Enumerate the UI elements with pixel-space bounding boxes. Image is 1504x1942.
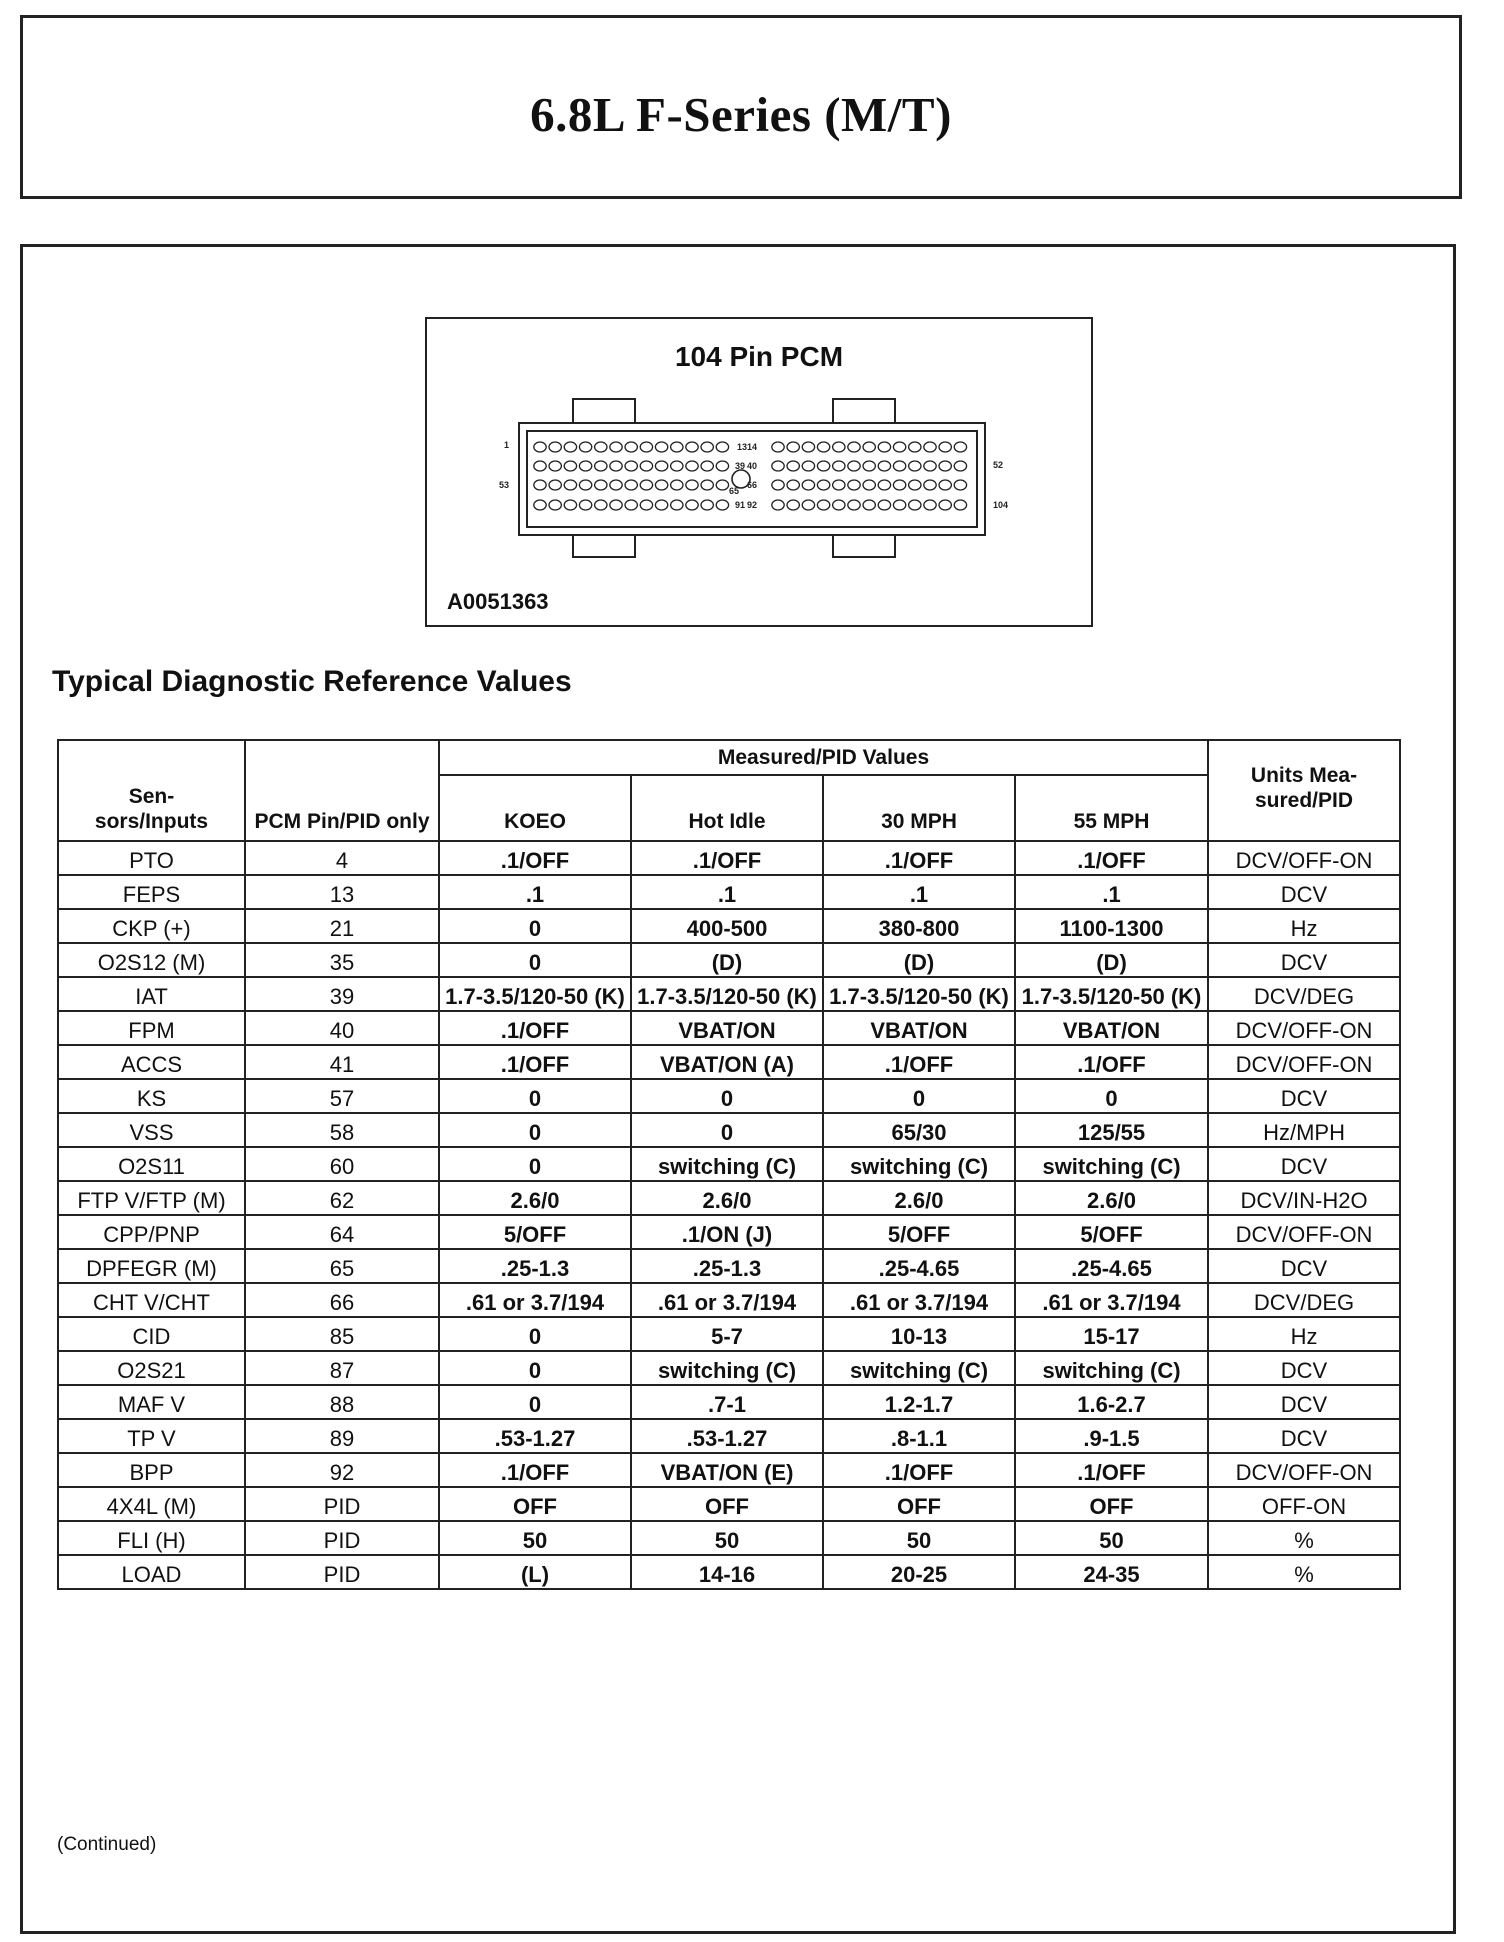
table-row	[58, 1113, 1400, 1147]
cell-30-mph: VBAT/ON	[823, 1011, 1015, 1045]
table-row	[58, 1249, 1400, 1283]
cell-koeo: 0	[439, 1317, 631, 1351]
cell-koeo: .53-1.27	[439, 1419, 631, 1453]
cell-pin: 66	[245, 1283, 439, 1317]
cell-30-mph: 2.6/0	[823, 1181, 1015, 1215]
cell-30-mph: .1/OFF	[823, 841, 1015, 875]
cell-30-mph: .8-1.1	[823, 1419, 1015, 1453]
header-pcm-pin: PCM Pin/PID only	[245, 740, 439, 841]
cell-pin: 60	[245, 1147, 439, 1181]
cell-sensor: O2S12 (M)	[58, 943, 245, 977]
cell-55-mph: switching (C)	[1015, 1147, 1208, 1181]
cell-units: DCV	[1208, 1147, 1400, 1181]
pin-number-label: 92	[746, 500, 757, 510]
cell-units: DCV	[1208, 1351, 1400, 1385]
cell-sensor: CHT V/CHT	[58, 1283, 245, 1317]
cell-koeo: OFF	[439, 1487, 631, 1521]
cell-hot-idle: switching (C)	[631, 1147, 823, 1181]
table-row	[58, 1045, 1400, 1079]
cell-pin: 4	[245, 841, 439, 875]
cell-55-mph: switching (C)	[1015, 1351, 1208, 1385]
cell-units: DCV	[1208, 1419, 1400, 1453]
cell-55-mph: .1	[1015, 875, 1208, 909]
cell-units: DCV	[1208, 943, 1400, 977]
table-row	[58, 977, 1400, 1011]
cell-55-mph: .1/OFF	[1015, 1453, 1208, 1487]
cell-sensor: O2S21	[58, 1351, 245, 1385]
pin-number-label: 52	[993, 460, 1004, 470]
cell-hot-idle: VBAT/ON	[631, 1011, 823, 1045]
pin-number-label: 40	[746, 461, 757, 471]
cell-units: DCV	[1208, 1385, 1400, 1419]
title-box	[20, 15, 1462, 199]
cell-sensor: 4X4L (M)	[58, 1487, 245, 1521]
cell-30-mph: 5/OFF	[823, 1215, 1015, 1249]
pin-number-label: 1	[503, 440, 509, 450]
cell-hot-idle: VBAT/ON (E)	[631, 1453, 823, 1487]
cell-sensor: MAF V	[58, 1385, 245, 1419]
cell-55-mph: 1.7-3.5/120-50 (K)	[1015, 977, 1208, 1011]
cell-units: DCV/DEG	[1208, 977, 1400, 1011]
table-row	[58, 1283, 1400, 1317]
pin-number-label: 13	[737, 442, 748, 452]
table-row	[58, 1351, 1400, 1385]
cell-units: Hz	[1208, 1317, 1400, 1351]
cell-pin: 64	[245, 1215, 439, 1249]
cell-pin: PID	[245, 1521, 439, 1555]
cell-30-mph: (D)	[823, 943, 1015, 977]
cell-55-mph: .61 or 3.7/194	[1015, 1283, 1208, 1317]
figure-title: 104 Pin PCM	[674, 341, 844, 372]
cell-30-mph: 10-13	[823, 1317, 1015, 1351]
cell-55-mph: .9-1.5	[1015, 1419, 1208, 1453]
cell-30-mph: .61 or 3.7/194	[823, 1283, 1015, 1317]
cell-pin: 88	[245, 1385, 439, 1419]
cell-hot-idle: 2.6/0	[631, 1181, 823, 1215]
cell-pin: 35	[245, 943, 439, 977]
cell-pin: 85	[245, 1317, 439, 1351]
table-row	[58, 1011, 1400, 1045]
cell-55-mph: 15-17	[1015, 1317, 1208, 1351]
table-row	[58, 1181, 1400, 1215]
cell-55-mph: 125/55	[1015, 1113, 1208, 1147]
cell-koeo: .61 or 3.7/194	[439, 1283, 631, 1317]
cell-sensor: FPM	[58, 1011, 245, 1045]
table-row	[58, 875, 1400, 909]
cell-30-mph: 1.2-1.7	[823, 1385, 1015, 1419]
header-koeo: KOEO	[439, 775, 631, 841]
cell-units: DCV/OFF-ON	[1208, 1045, 1400, 1079]
cell-hot-idle: 1.7-3.5/120-50 (K)	[631, 977, 823, 1011]
table-row	[58, 1487, 1400, 1521]
cell-koeo: .25-1.3	[439, 1249, 631, 1283]
cell-hot-idle: .1	[631, 875, 823, 909]
cell-30-mph: .1	[823, 875, 1015, 909]
cell-koeo: .1/OFF	[439, 841, 631, 875]
table-row	[58, 841, 1400, 875]
cell-55-mph: .1/OFF	[1015, 841, 1208, 875]
cell-hot-idle: 0	[631, 1079, 823, 1113]
cell-pin: 92	[245, 1453, 439, 1487]
cell-hot-idle: .7-1	[631, 1385, 823, 1419]
cell-30-mph: switching (C)	[823, 1147, 1015, 1181]
cell-pin: PID	[245, 1487, 439, 1521]
cell-koeo: 0	[439, 1113, 631, 1147]
cell-sensor: FTP V/FTP (M)	[58, 1181, 245, 1215]
cell-hot-idle: 5-7	[631, 1317, 823, 1351]
cell-units: DCV/OFF-ON	[1208, 841, 1400, 875]
cell-koeo: .1/OFF	[439, 1011, 631, 1045]
cell-koeo: .1/OFF	[439, 1453, 631, 1487]
figure-code: A0051363	[447, 589, 549, 614]
cell-hot-idle: (D)	[631, 943, 823, 977]
cell-pin: 39	[245, 977, 439, 1011]
cell-koeo: 1.7-3.5/120-50 (K)	[439, 977, 631, 1011]
cell-units: DCV/DEG	[1208, 1283, 1400, 1317]
table-row	[58, 1419, 1400, 1453]
cell-koeo: 0	[439, 1351, 631, 1385]
cell-55-mph: .25-4.65	[1015, 1249, 1208, 1283]
cell-units: %	[1208, 1555, 1400, 1589]
cell-koeo: 0	[439, 1147, 631, 1181]
cell-sensor: DPFEGR (M)	[58, 1249, 245, 1283]
cell-pin: 62	[245, 1181, 439, 1215]
cell-koeo: 5/OFF	[439, 1215, 631, 1249]
cell-hot-idle: .61 or 3.7/194	[631, 1283, 823, 1317]
cell-30-mph: 50	[823, 1521, 1015, 1555]
header-30-mph: 30 MPH	[823, 775, 1015, 841]
cell-55-mph: 0	[1015, 1079, 1208, 1113]
cell-30-mph: .1/OFF	[823, 1453, 1015, 1487]
cell-hot-idle: .25-1.3	[631, 1249, 823, 1283]
cell-sensor: ACCS	[58, 1045, 245, 1079]
pin-number-label: 65	[729, 486, 740, 496]
cell-30-mph: 65/30	[823, 1113, 1015, 1147]
cell-hot-idle: switching (C)	[631, 1351, 823, 1385]
cell-sensor: LOAD	[58, 1555, 245, 1589]
cell-sensor: O2S11	[58, 1147, 245, 1181]
pin-number-label: 91	[735, 500, 746, 510]
table-body	[58, 841, 1400, 1589]
header-hot-idle: Hot Idle	[631, 775, 823, 841]
cell-55-mph: 1.6-2.7	[1015, 1385, 1208, 1419]
cell-sensor: PTO	[58, 841, 245, 875]
table-row	[58, 943, 1400, 977]
diagnostic-reference-table	[57, 739, 1401, 1590]
cell-pin: 58	[245, 1113, 439, 1147]
cell-55-mph: 1100-1300	[1015, 909, 1208, 943]
cell-koeo: (L)	[439, 1555, 631, 1589]
cell-units: Hz/MPH	[1208, 1113, 1400, 1147]
cell-koeo: .1/OFF	[439, 1045, 631, 1079]
cell-55-mph: (D)	[1015, 943, 1208, 977]
cell-hot-idle: .1/ON (J)	[631, 1215, 823, 1249]
cell-pin: 65	[245, 1249, 439, 1283]
connector-figure	[425, 317, 1093, 627]
cell-sensor: CID	[58, 1317, 245, 1351]
cell-55-mph: 2.6/0	[1015, 1181, 1208, 1215]
cell-30-mph: .1/OFF	[823, 1045, 1015, 1079]
cell-pin: PID	[245, 1555, 439, 1589]
cell-koeo: 0	[439, 1385, 631, 1419]
cell-units: DCV	[1208, 1079, 1400, 1113]
cell-hot-idle: .1/OFF	[631, 841, 823, 875]
header-sensors: Sen- sors/Inputs	[58, 740, 245, 841]
cell-55-mph: VBAT/ON	[1015, 1011, 1208, 1045]
cell-pin: 57	[245, 1079, 439, 1113]
cell-55-mph: 5/OFF	[1015, 1215, 1208, 1249]
cell-units: DCV/OFF-ON	[1208, 1011, 1400, 1045]
page-title: 6.8L F-Series (M/T)	[530, 87, 952, 142]
cell-hot-idle: .53-1.27	[631, 1419, 823, 1453]
cell-pin: 21	[245, 909, 439, 943]
cell-pin: 87	[245, 1351, 439, 1385]
pcm-connector-diagram	[498, 399, 1017, 559]
content-box	[20, 244, 1456, 1934]
table-row	[58, 1385, 1400, 1419]
cell-sensor: VSS	[58, 1113, 245, 1147]
header-55-mph: 55 MPH	[1015, 775, 1208, 841]
cell-koeo: 50	[439, 1521, 631, 1555]
cell-55-mph: .1/OFF	[1015, 1045, 1208, 1079]
cell-koeo: 2.6/0	[439, 1181, 631, 1215]
cell-sensor: FEPS	[58, 875, 245, 909]
pin-number-label: 53	[498, 480, 509, 490]
cell-hot-idle: 50	[631, 1521, 823, 1555]
cell-sensor: TP V	[58, 1419, 245, 1453]
cell-hot-idle: 0	[631, 1113, 823, 1147]
cell-sensor: BPP	[58, 1453, 245, 1487]
table-row	[58, 1317, 1400, 1351]
cell-pin: 41	[245, 1045, 439, 1079]
pin-number-label: 39	[735, 461, 746, 471]
cell-55-mph: 24-35	[1015, 1555, 1208, 1589]
cell-units: OFF-ON	[1208, 1487, 1400, 1521]
table-row	[58, 909, 1400, 943]
cell-sensor: KS	[58, 1079, 245, 1113]
continued-note: (Continued)	[57, 1834, 157, 1855]
section-title: Typical Diagnostic Reference Values	[52, 665, 572, 698]
table-row	[58, 1079, 1400, 1113]
cell-units: DCV/OFF-ON	[1208, 1453, 1400, 1487]
cell-units: DCV	[1208, 875, 1400, 909]
cell-koeo: .1	[439, 875, 631, 909]
cell-30-mph: .25-4.65	[823, 1249, 1015, 1283]
cell-55-mph: OFF	[1015, 1487, 1208, 1521]
cell-koeo: 0	[439, 943, 631, 977]
cell-hot-idle: 400-500	[631, 909, 823, 943]
cell-30-mph: OFF	[823, 1487, 1015, 1521]
header-measured-values: Measured/PID Values	[439, 740, 1208, 775]
cell-hot-idle: 14-16	[631, 1555, 823, 1589]
cell-pin: 13	[245, 875, 439, 909]
table-row	[58, 1555, 1400, 1589]
cell-30-mph: switching (C)	[823, 1351, 1015, 1385]
table-row	[58, 1147, 1400, 1181]
cell-30-mph: 380-800	[823, 909, 1015, 943]
header-units: Units Mea- sured/PID	[1208, 740, 1400, 841]
cell-sensor: CPP/PNP	[58, 1215, 245, 1249]
cell-sensor: FLI (H)	[58, 1521, 245, 1555]
cell-units: DCV/IN-H2O	[1208, 1181, 1400, 1215]
cell-sensor: IAT	[58, 977, 245, 1011]
pin-number-label: 66	[746, 480, 757, 490]
cell-sensor: CKP (+)	[58, 909, 245, 943]
cell-30-mph: 0	[823, 1079, 1015, 1113]
table-row	[58, 1521, 1400, 1555]
cell-30-mph: 20-25	[823, 1555, 1015, 1589]
cell-30-mph: 1.7-3.5/120-50 (K)	[823, 977, 1015, 1011]
pin-number-label: 104	[993, 500, 1009, 510]
cell-units: Hz	[1208, 909, 1400, 943]
pin-number-label: 14	[746, 442, 757, 452]
cell-units: %	[1208, 1521, 1400, 1555]
table-row	[58, 1453, 1400, 1487]
cell-koeo: 0	[439, 909, 631, 943]
table-row	[58, 1215, 1400, 1249]
cell-hot-idle: VBAT/ON (A)	[631, 1045, 823, 1079]
cell-koeo: 0	[439, 1079, 631, 1113]
cell-hot-idle: OFF	[631, 1487, 823, 1521]
cell-units: DCV	[1208, 1249, 1400, 1283]
cell-pin: 40	[245, 1011, 439, 1045]
cell-pin: 89	[245, 1419, 439, 1453]
cell-units: DCV/OFF-ON	[1208, 1215, 1400, 1249]
cell-55-mph: 50	[1015, 1521, 1208, 1555]
